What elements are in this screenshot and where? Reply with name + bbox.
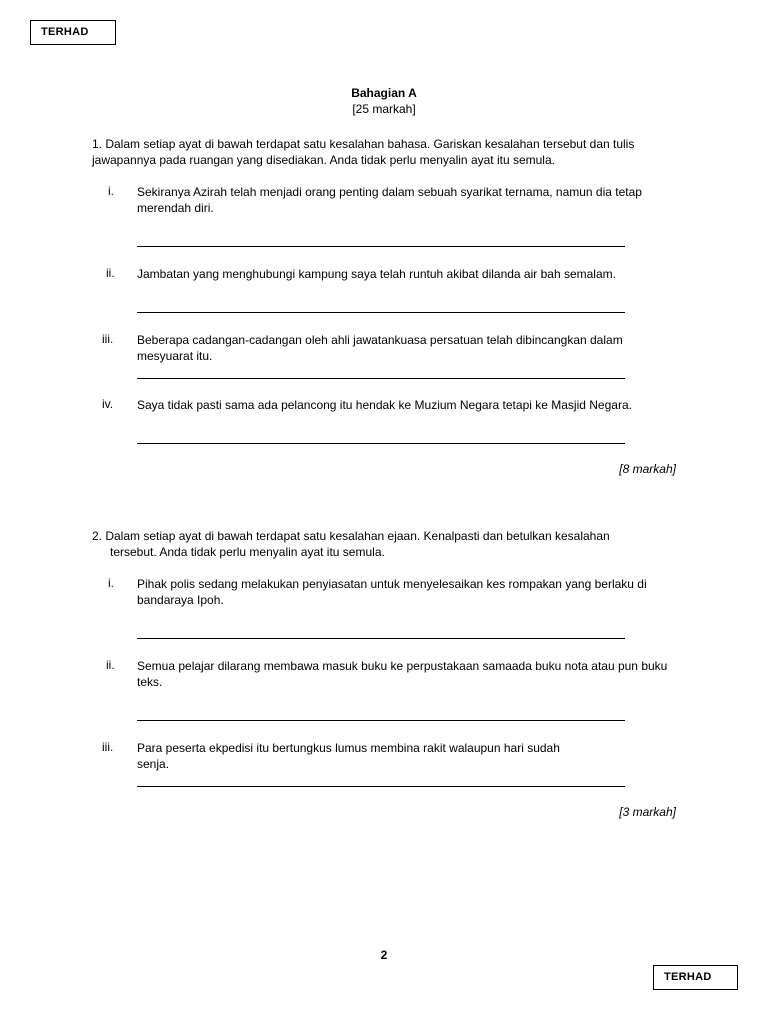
q1-item-text: Jambatan yang menghubungi kampung saya telah runtuh akibat dilanda air bah semalam. <box>137 267 616 281</box>
q1-answer-line[interactable] <box>137 246 625 247</box>
page-number: 2 <box>380 948 388 962</box>
question-2-instruction <box>92 528 672 560</box>
q1-item-text: Beberapa cadangan-cadangan oleh ahli jawatankuasa persatuan telah dibincangkan dalam mesyuarat itu. <box>137 333 623 363</box>
restricted-label-top: TERHAD <box>30 20 116 45</box>
q2-item-number: iii. <box>102 740 114 754</box>
q2-answer-line[interactable] <box>137 638 625 639</box>
q1-answer-line[interactable] <box>137 378 625 379</box>
q2-item-text: Pihak polis sedang melakukan penyiasatan untuk menyelesaikan kes rompakan yang berlaku di bandaraya Ipoh. <box>137 577 647 607</box>
q1-answer-line[interactable] <box>137 312 625 313</box>
q2-item-number: i. <box>108 576 114 590</box>
question-2-line-2: tersebut. Anda tidak perlu menyalin ayat itu semula. <box>110 545 385 559</box>
q1-item-text: Saya tidak pasti sama ada pelancong itu hendak ke Muzium Negara tetapi ke Masjid Negara. <box>137 398 632 412</box>
question-2-line-1: 2. Dalam setiap ayat di bawah terdapat satu kesalahan ejaan. Kenalpasti dan betulkan kesalahan <box>92 529 610 543</box>
question-1-line-2: jawapannya pada ruangan yang disediakan. Anda tidak perlu menyalin ayat itu semula. <box>92 153 555 167</box>
q1-item-number: ii. <box>106 266 115 280</box>
section-title: Bahagian A <box>351 86 417 100</box>
question-1-instruction <box>92 136 692 168</box>
q2-answer-line[interactable] <box>137 786 625 787</box>
question-1-marks: [8 markah] <box>619 462 676 476</box>
question-1-line-1: 1. Dalam setiap ayat di bawah terdapat satu kesalahan bahasa. Gariskan kesalahan tersebut dan tulis <box>92 137 635 151</box>
q1-item-text: Sekiranya Azirah telah menjadi orang penting dalam sebuah syarikat ternama, namun dia tetap merendah diri. <box>137 185 642 215</box>
q1-item-number: i. <box>108 184 114 198</box>
q2-item-text: Para peserta ekpedisi itu bertungkus lumus membina rakit walaupun hari sudah senja. <box>137 741 560 771</box>
q2-item-number: ii. <box>106 658 115 672</box>
q1-answer-line[interactable] <box>137 443 625 444</box>
question-2-marks: [3 markah] <box>619 805 676 819</box>
section-total-marks: [25 markah] <box>352 102 416 116</box>
restricted-label-bottom: TERHAD <box>653 965 738 990</box>
q2-item-text: Semua pelajar dilarang membawa masuk buku ke perpustakaan samaada buku nota atau pun buku teks. <box>137 659 668 689</box>
q1-item-number: iii. <box>102 332 114 346</box>
q2-answer-line[interactable] <box>137 720 625 721</box>
q1-item-number: iv. <box>102 397 114 411</box>
